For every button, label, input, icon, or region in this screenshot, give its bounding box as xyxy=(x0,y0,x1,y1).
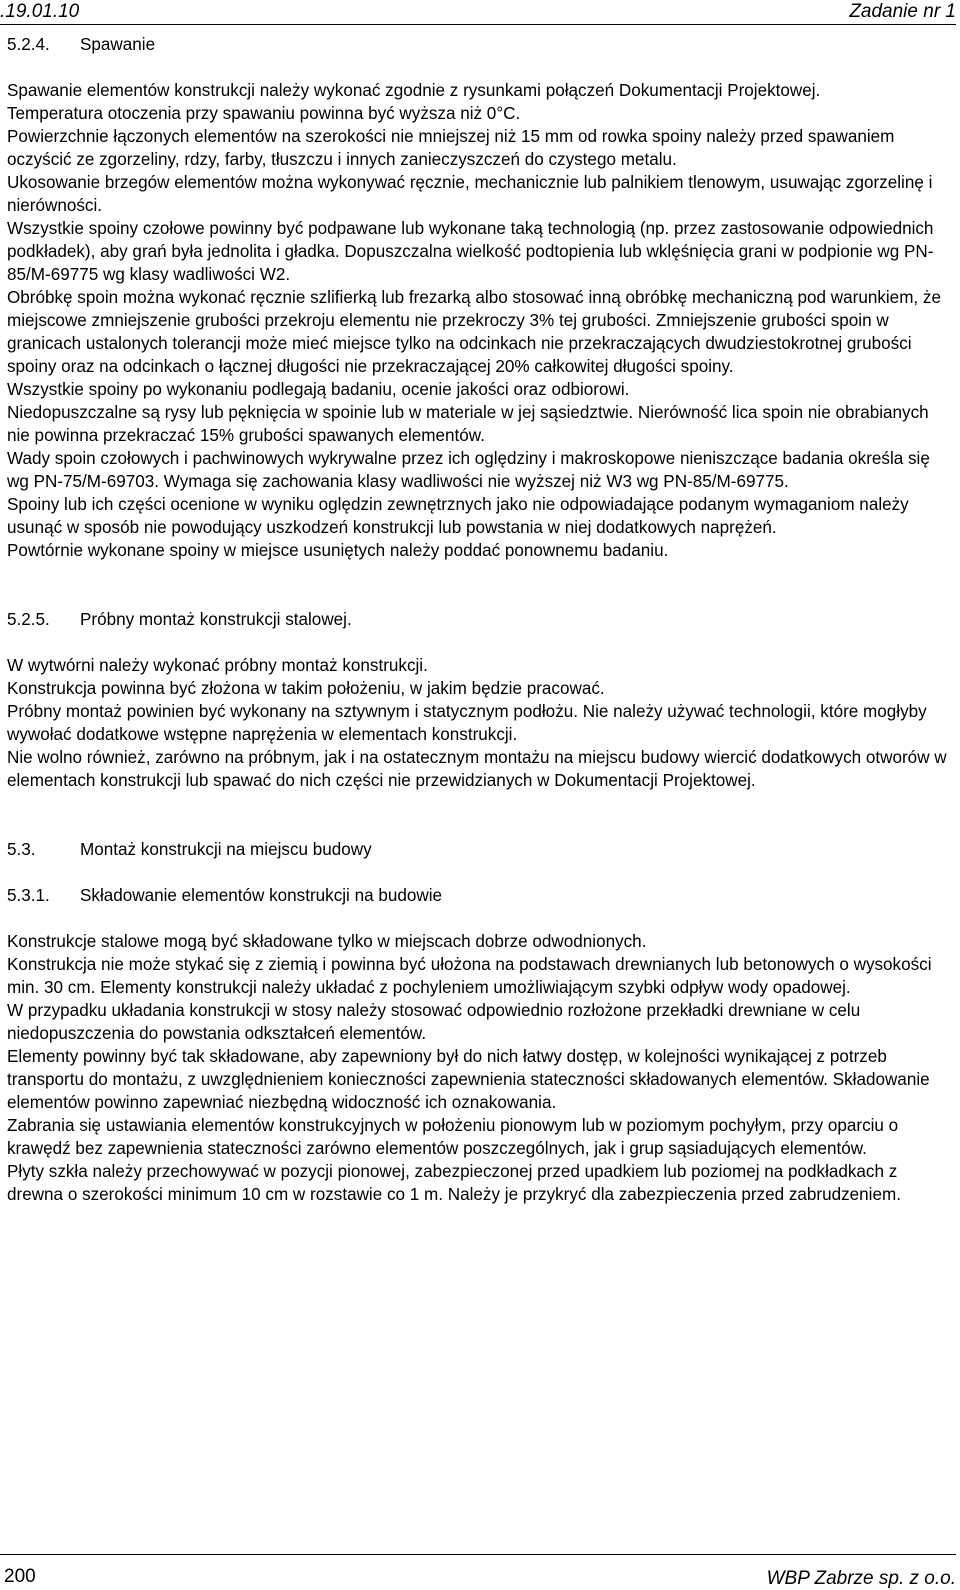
paragraph: Nie wolno również, zarówno na próbnym, jak i na ostatecznym montażu na miejscu budowy wiercić dodatkowych otworów w elementach konstrukcji lub spawać do nich części nie przewidzianych w Dokumentacji Projektowej. xyxy=(7,748,947,790)
paragraph: Konstrukcja powinna być złożona w takim położeniu, w jakim będzie pracować. xyxy=(7,679,605,698)
header-date: .19.01.10 xyxy=(0,1,80,22)
paragraph: Spawanie elementów konstrukcji należy wykonać zgodnie z rysunkami połączeń Dokumentacji Projektowej. xyxy=(7,81,821,100)
paragraph: Obróbkę spoin można wykonać ręcznie szlifierką lub frezarką albo stosować inną obróbkę mechaniczną pod warunkiem, że miejscowe zmniejszenie grubości przekroju elementu nie przekroczy 3% tej grubości. Zmniejszenie grubości spoin w granicach ustalonych tolerancji może mieć miejsce tylko na odcinkach nie przekraczających dwudziestokrotnej grubości spoiny oraz na odcinkach o łącznej długości nie przekraczającej 20% całkowitej długości spoiny. xyxy=(7,288,941,376)
paragraph: Wszystkie spoiny po wykonaniu podlegają badaniu, ocenie jakości oraz odbiorowi. xyxy=(7,380,630,399)
paragraph: Zabrania się ustawiania elementów konstrukcyjnych w położeniu pionowym lub w poziomym pochyłym, przy oparciu o krawędź bez zapewnienia stateczności zarówno elementów poszczególnych, jak i grup sąsiadujących elementów. xyxy=(7,1116,899,1158)
paragraph: Konstrukcja nie może stykać się z ziemią i powinna być ułożona na podstawach drewnianych lub betonowych o wysokości min. 30 cm. Elementy konstrukcji należy układać z pochyleniem umożliwiającym szybki odpływ wody opadowej. xyxy=(7,955,932,997)
paragraph: W przypadku układania konstrukcji w stosy należy stosować odpowiednio rozłożone przekładki drewniane w celu niedopuszczenia do powstania odkształceń elementów. xyxy=(7,1001,861,1043)
footer-company: WBP Zabrze sp. z o.o. xyxy=(766,1568,956,1589)
paragraph: Ukosowanie brzegów elementów można wykonywać ręcznie, mechanicznie lub palnikiem tlenowym, usuwając zgorzelinę i nierówności. xyxy=(7,173,933,215)
section-heading-5-3-1: 5.3.1. Składowanie elementów konstrukcji na budowie xyxy=(7,886,443,905)
paragraph: Powtórnie wykonane spoiny w miejsce usuniętych należy poddać ponownemu badaniu. xyxy=(7,541,669,560)
paragraph: W wytwórni należy wykonać próbny montaż konstrukcji. xyxy=(7,656,428,675)
paragraph: Temperatura otoczenia przy spawaniu powinna być wyższa niż 0°C. xyxy=(7,104,521,123)
header-task: Zadanie nr 1 xyxy=(849,1,956,22)
paragraph: Wady spoin czołowych i pachwinowych wykrywalne przez ich oględziny i makroskopowe nieniszczące badania określa się wg PN-75/M-69703. Wymaga się zachowania klasy wadliwości nie wyższej niż W3 wg PN-85/M-69775. xyxy=(7,449,930,491)
section-heading-5-2-5: 5.2.5. Próbny montaż konstrukcji stalowej. xyxy=(7,610,352,629)
paragraph: Powierzchnie łączonych elementów na szerokości nie mniejszej niż 15 mm od rowka spoiny należy przed spawaniem oczyścić ze zgorzeliny, rdzy, farby, tłuszczu i innych zanieczyszczeń do czystego metalu. xyxy=(7,127,895,169)
paragraph: Elementy powinny być tak składowane, aby zapewniony był do nich łatwy dostęp, w kolejności wynikającej z potrzeb transportu do montażu, z uwzględnieniem konieczności zapewnienia stateczności składowanych elementów. Składowanie elementów powinno zapewniać niezbędną widoczność ich oznakowania. xyxy=(7,1047,930,1112)
paragraph: Płyty szkła należy przechowywać w pozycji pionowej, zabezpieczonej przed upadkiem lub poziomej na podkładkach z drewna o szerokości minimum 10 cm w rozstawie co 1 m. Należy je przykryć dla zabezpieczenia przed zabrudzeniem. xyxy=(7,1162,901,1204)
page-number: 200 xyxy=(4,1566,36,1587)
paragraph: Wszystkie spoiny czołowe powinny być podpawane lub wykonane taką technologią (np. przez zastosowanie odpowiednich podkładek), aby grań była jednolita i gładka. Dopuszczalna wielkość podtopienia lub wklęśnięcia grani w podpionie wg PN-85/M-69775 wg klasy wadliwości W2. xyxy=(7,219,934,284)
page-header xyxy=(0,2,956,25)
paragraph: Konstrukcje stalowe mogą być składowane tylko w miejscach dobrze odwodnionych. xyxy=(7,932,647,951)
page-footer xyxy=(0,1554,956,1589)
paragraph: Niedopuszczalne są rysy lub pęknięcia w spoinie lub w materiale w jej sąsiedztwie. Nierówność lica spoin nie obrabianych nie powinna przekraczać 15% grubości spawanych elementów. xyxy=(7,403,929,445)
section-heading-5-2-4: 5.2.4. Spawanie xyxy=(7,35,156,54)
paragraph: Spoiny lub ich części ocenione w wyniku oględzin zewnętrznych jako nie odpowiadające podanym wymaganiom należy usunąć w sposób nie powodujący uszkodzeń konstrukcji lub powstania w niej dodatkowych naprężeń. xyxy=(7,495,909,537)
section-heading-5-3: 5.3. Montaż konstrukcji na miejscu budowy xyxy=(7,840,372,859)
document-body xyxy=(7,33,952,1206)
paragraph: Próbny montaż powinien być wykonany na sztywnym i statycznym podłożu. Nie należy używać technologii, które mogłyby wywołać dodatkowe wstępne naprężenia w elementach konstrukcji. xyxy=(7,702,927,744)
